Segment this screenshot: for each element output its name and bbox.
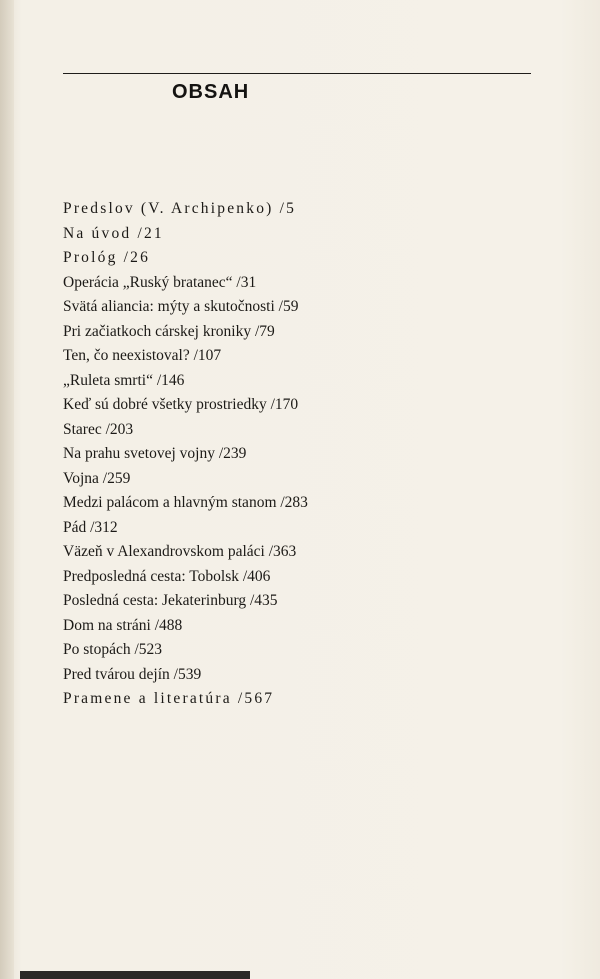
toc-entry-page: /21 [137, 224, 164, 242]
toc-entry [63, 516, 308, 541]
toc-entry-page: /79 [254, 322, 275, 340]
toc-entry [63, 344, 308, 369]
toc-entry-page: /406 [242, 567, 271, 585]
toc-entry-title: Po stopách [63, 641, 131, 658]
bottom-edge-bar [20, 971, 250, 979]
toc-entry [63, 295, 308, 320]
toc-entry [63, 467, 308, 492]
toc-entry-page: /363 [268, 543, 297, 560]
toc-entry [63, 614, 308, 639]
toc-entry [63, 491, 308, 516]
toc-entry-page: /488 [154, 616, 183, 634]
toc-entry-page: /26 [123, 249, 151, 266]
toc-entry-title: Pád [63, 518, 87, 536]
top-rule [63, 73, 531, 74]
toc-entry [63, 638, 308, 663]
toc-entry [63, 565, 308, 590]
toc-entry-page: /312 [90, 518, 118, 536]
toc-entry-title: Medzi palácom a hlavným stanom [63, 494, 277, 511]
toc-entry-page: /567 [237, 690, 275, 707]
toc-entry-title: Predslov (V. Archipenko) [63, 200, 274, 217]
toc-entry-title: Starec [63, 420, 102, 438]
toc-entry [63, 246, 308, 271]
toc-entry-title: Dom na stráni [63, 616, 151, 634]
toc-entry [63, 540, 308, 565]
toc-entry-page: /59 [278, 298, 299, 315]
toc-entry-page: /435 [249, 592, 278, 609]
toc-entry [63, 222, 308, 247]
toc-entry-page: /523 [134, 641, 163, 658]
toc-entry-title: Keď sú dobré všetky prostriedky [63, 396, 267, 413]
toc-entry-page: /146 [156, 371, 185, 389]
toc-entry-title: Pramene a literatúra [63, 690, 232, 707]
toc-entry [63, 442, 308, 467]
toc-entry-page: /107 [193, 347, 222, 364]
toc-entry-page: /259 [102, 469, 131, 487]
toc-entry [63, 687, 308, 712]
toc-entry-page: /31 [236, 273, 257, 291]
toc-entry [63, 271, 308, 296]
toc-entry-title: Operácia „Ruský bratanec“ [63, 273, 233, 291]
toc-entry-title: Pri začiatkoch cárskej kroniky [63, 322, 252, 340]
toc-entry [63, 197, 308, 222]
toc-entry-page: /5 [279, 200, 297, 217]
toc-entry-title: Vojna [63, 469, 99, 487]
toc-entry [63, 418, 308, 443]
page-binding-edge [0, 0, 14, 979]
toc-entry-title: Prológ [63, 249, 118, 266]
toc-entry [63, 320, 308, 345]
toc-entry-title: „Ruleta smrti“ [63, 371, 153, 389]
toc-entry-page: /203 [105, 420, 134, 438]
table-of-contents [63, 197, 308, 712]
toc-entry-title: Väzeň v Alexandrovskom paláci [63, 543, 265, 560]
toc-entry-title: Ten, čo neexistoval? [63, 347, 190, 364]
toc-entry [63, 589, 308, 614]
toc-entry-page: /539 [173, 665, 202, 683]
toc-entry-title: Na úvod [63, 224, 132, 242]
toc-entry-page: /239 [218, 445, 247, 462]
toc-entry-title: Na prahu svetovej vojny [63, 445, 215, 462]
toc-entry-title: Posledná cesta: Jekaterinburg [63, 592, 247, 609]
contents-heading: OBSAH [172, 81, 250, 103]
toc-entry [63, 393, 308, 418]
toc-entry-title: Predposledná cesta: Tobolsk [63, 567, 239, 585]
toc-entry-title: Pred tvárou dejín [63, 665, 170, 683]
toc-entry-page: /283 [280, 494, 308, 511]
toc-entry-title: Svätá aliancia: mýty a skutočnosti [63, 298, 275, 315]
toc-entry [63, 369, 308, 394]
toc-entry-page: /170 [270, 396, 299, 413]
toc-entry [63, 663, 308, 688]
